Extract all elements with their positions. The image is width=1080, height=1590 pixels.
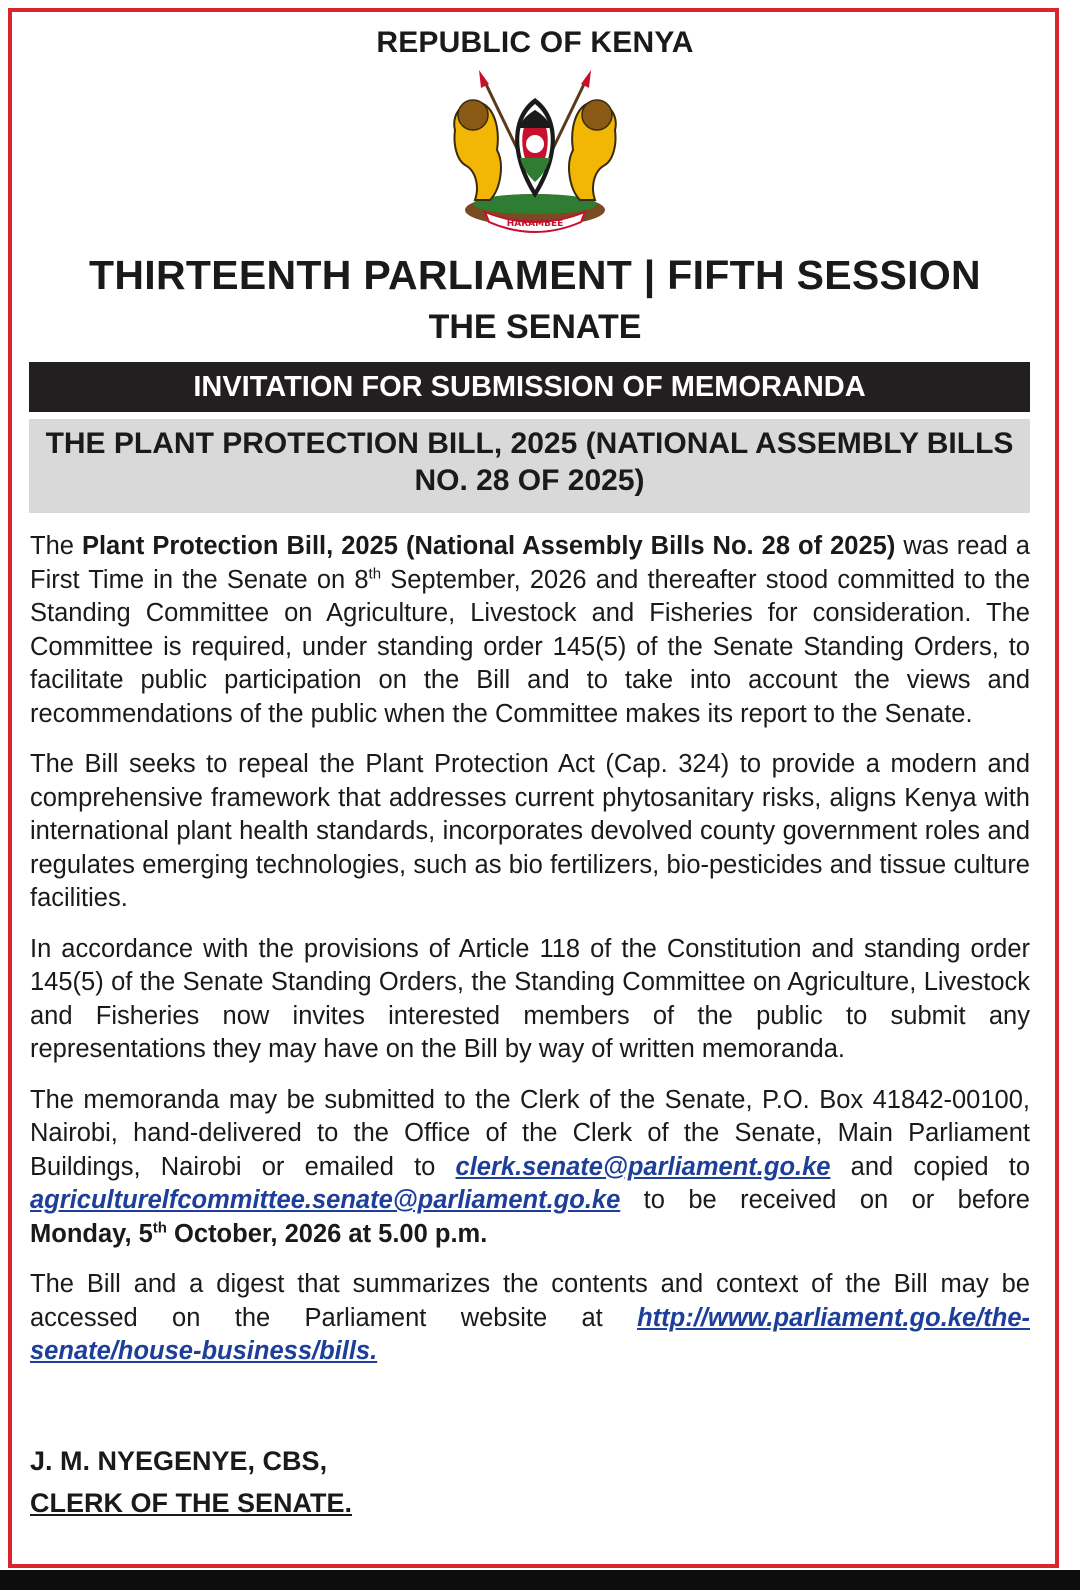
paragraph-submission: The memoranda may be submitted to the Clerk of the Senate, P.O. Box 41842-00100, Nairobi, hand-delivered to the Office of the Clerk of the Senate, Main Parliament Buildings, Nairobi or emailed to clerk.senate@parliament.go.ke and copied to agriculturelfcommittee.senate@parliament.go.ke to be received on or before Monday, 5th October, 2026 at 5.00 p.m.: [30, 1085, 1030, 1248]
paragraph-reading: The Plant Protection Bill, 2025 (National Assembly Bills No. 28 of 2025) was read a First Time in the Senate on 8th September, 2026 and thereafter stood committed to the Standing Committee on Agriculture, Livestock and Fisheries for consideration. The Committee is required, under standing order 145(5) of the Senate Standing Orders, to facilitate public participation on the Bill and to take into account the views and recommendations of the public when the Committee makes its report to the Senate.: [30, 532, 1030, 728]
bottom-bar: [0, 1570, 1080, 1590]
bill-title-box: [29, 419, 1030, 513]
coat-of-arms-emblem: [445, 70, 625, 235]
clerk-email-link[interactable]: clerk.senate@parliament.go.ke: [455, 1152, 831, 1181]
house-heading: THE SENATE: [428, 308, 642, 346]
invitation-banner: [29, 362, 1030, 412]
signature-block: [30, 1440, 630, 1524]
bill-title-line2: NO. 28 OF 2025): [414, 464, 645, 497]
parliament-website-link[interactable]: http://www.parliament.go.ke/the-senate/house-business/bills.: [30, 1303, 1030, 1365]
signatory-title: CLERK OF THE SENATE.: [30, 1488, 353, 1518]
committee-email-link[interactable]: agriculturelfcommittee.senate@parliament.go.ke: [30, 1186, 621, 1214]
submission-deadline: Monday, 5th October, 2026 at 5.00 p.m.: [30, 1219, 488, 1248]
paragraph-purpose: The Bill seeks to repeal the Plant Protection Act (Cap. 324) to provide a modern and comprehensive framework that addresses current phytosanitary risks, aligns Kenya with international plant health standards, incorporates devolved county government roles and regulates emerging technologies, such as bio fertilizers, bio-pesticides and tissue culture facilities.: [30, 750, 1030, 912]
notice-body: [30, 530, 1030, 1386]
paragraph-access: The Bill and a digest that summarizes the contents and context of the Bill may be accessed on the Parliament website at http://www.parliament.go.ke/the-senate/house-business/bills.: [30, 1270, 1030, 1365]
paragraph-invitation: In accordance with the provisions of Article 118 of the Constitution and standing order 145(5) of the Senate Standing Orders, the Standing Committee on Agriculture, Livestock and Fisheries now invites interested members of the public to submit any representations they may have on the Bill by way of written memoranda.: [30, 934, 1030, 1063]
parliament-session-heading: THIRTEENTH PARLIAMENT | FIFTH SESSION: [89, 252, 981, 298]
bill-name: Plant Protection Bill, 2025 (National Assembly Bills No. 28 of 2025): [81, 532, 896, 560]
invitation-banner-text: INVITATION FOR SUBMISSION OF MEMORANDA: [193, 370, 866, 403]
signatory-name: J. M. NYEGENYE, CBS,: [30, 1446, 328, 1476]
motto-text: HARAMBEE: [506, 219, 564, 229]
country-heading: REPUBLIC OF KENYA: [376, 26, 694, 59]
bill-title-line1: THE PLANT PROTECTION BILL, 2025 (NATIONAL ASSEMBLY BILLS: [45, 427, 1014, 460]
